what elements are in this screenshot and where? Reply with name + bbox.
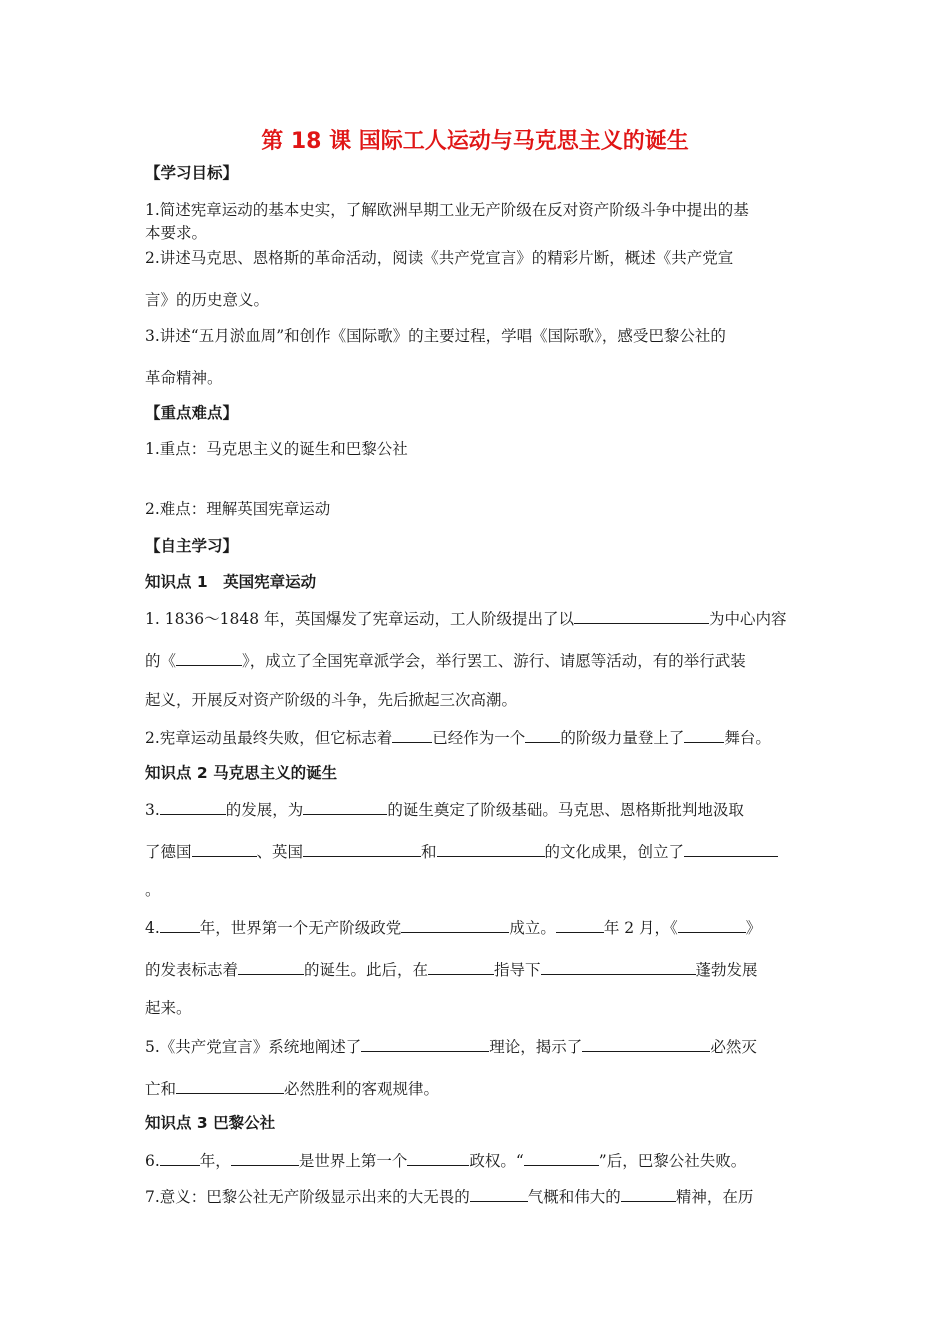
question-1-line-2 — [145, 649, 825, 671]
question-1-line-3: 起义，开展反对资产阶级的斗争，先后掀起三次高潮。 — [145, 691, 518, 709]
text: 理论，揭示了 — [489, 1038, 583, 1056]
text: 的诞生。此后，在 — [304, 961, 429, 979]
knowledge-point-3-heading: 知识点 3 巴黎公社 — [145, 1114, 276, 1132]
goal-1-line-1: 1.简述宪章运动的基本史实，了解欧洲早期工业无产阶级在反对资产阶级斗争中提出的基 — [145, 201, 749, 219]
blank-field[interactable] — [582, 1035, 710, 1052]
blank-field[interactable] — [192, 840, 257, 857]
text: 的文化成果，创立了 — [544, 843, 685, 861]
text: 年， — [199, 1152, 231, 1170]
text: 了德国 — [145, 843, 192, 861]
question-5-line-1 — [145, 1035, 825, 1057]
text: 的《 — [145, 652, 177, 670]
blank-field[interactable] — [437, 840, 545, 857]
goal-2-line-2: 言》的历史意义。 — [145, 291, 270, 309]
text: 1. 1836～1848 年，英国爆发了宪章运动，工人阶级提出了以 — [145, 610, 575, 628]
question-3-line-1 — [145, 798, 825, 820]
text: 》，成立了全国宪章派学会，举行罢工、游行、请愿等活动，有的举行武装 — [242, 652, 746, 670]
text: 年，世界第一个无产阶级政党 — [199, 919, 402, 937]
text: 》 — [745, 919, 762, 937]
question-1-line-1 — [145, 607, 825, 629]
knowledge-point-2-heading: 知识点 2 马克思主义的诞生 — [145, 764, 338, 782]
key-point-2: 2.难点：理解英国宪章运动 — [145, 500, 331, 518]
section-heading-key-points: 【重点难点】 — [145, 404, 239, 422]
goal-2-line-1: 2.讲述马克思、恩格斯的革命活动，阅读《共产党宣言》的精彩片断，概述《共产党宣 — [145, 249, 734, 267]
blank-field[interactable] — [684, 840, 778, 857]
blank-field[interactable] — [176, 649, 242, 666]
goal-1-line-2: 本要求。 — [145, 224, 208, 242]
text: 成立。 — [509, 919, 556, 937]
text: 蓬勃发展 — [695, 961, 758, 979]
text: 的发表标志着 — [145, 961, 239, 979]
text: 精神，在历 — [675, 1188, 754, 1206]
blank-field[interactable] — [428, 958, 494, 975]
blank-field[interactable] — [303, 840, 421, 857]
text: 指导下 — [494, 961, 541, 979]
blank-field[interactable] — [238, 958, 304, 975]
goal-3-line-2: 革命精神。 — [145, 369, 223, 387]
text: 、英国 — [256, 843, 304, 861]
blank-field[interactable] — [621, 1185, 676, 1202]
goal-3-line-1: 3.讲述“五月淤血周”和创作《国际歌》的主要过程，学唱《国际歌》，感受巴黎公社的 — [145, 327, 726, 345]
key-point-1: 1.重点：马克思主义的诞生和巴黎公社 — [145, 440, 408, 458]
blank-field[interactable] — [361, 1035, 489, 1052]
blank-field[interactable] — [231, 1149, 299, 1166]
question-4-line-2 — [145, 958, 825, 980]
text: 舞台。 — [724, 729, 771, 747]
blank-field[interactable] — [556, 916, 604, 933]
text: 的诞生奠定了阶级基础。马克思、恩格斯批判地汲取 — [387, 801, 744, 819]
section-heading-goals: 【学习目标】 — [145, 164, 239, 182]
text: 3. — [145, 801, 160, 819]
text: 已经作为一个 — [432, 729, 526, 747]
blank-field[interactable] — [303, 798, 387, 815]
question-5-line-2 — [145, 1077, 825, 1099]
question-7 — [145, 1185, 825, 1207]
text: 气概和伟大的 — [527, 1188, 621, 1206]
text: 政权。“ — [469, 1152, 524, 1170]
text: 年 2 月，《 — [603, 919, 678, 937]
blank-field[interactable] — [401, 916, 509, 933]
text: 必然灭 — [710, 1038, 757, 1056]
text: 和 — [421, 843, 437, 861]
blank-field[interactable] — [525, 726, 560, 743]
question-2 — [145, 726, 825, 748]
text: 是世界上第一个 — [298, 1152, 408, 1170]
blank-field[interactable] — [407, 1149, 469, 1166]
question-3-line-2 — [145, 840, 825, 862]
blank-field[interactable] — [176, 1077, 284, 1094]
text: 为中心内容 — [709, 610, 787, 628]
question-6 — [145, 1149, 825, 1171]
question-3-line-3: 。 — [145, 881, 161, 899]
blank-field[interactable] — [470, 1185, 528, 1202]
blank-field[interactable] — [160, 798, 226, 815]
text: 6. — [145, 1152, 160, 1170]
blank-field[interactable] — [541, 958, 696, 975]
blank-field[interactable] — [678, 916, 746, 933]
section-heading-self-study: 【自主学习】 — [145, 537, 239, 555]
page-title: 第 18 课 国际工人运动与马克思主义的诞生 — [261, 129, 689, 154]
blank-field[interactable] — [524, 1149, 599, 1166]
knowledge-point-1-heading: 知识点 1 英国宪章运动 — [145, 573, 317, 591]
text: 亡和 — [145, 1080, 177, 1098]
text: 4. — [145, 919, 160, 937]
text: ”后，巴黎公社失败。 — [598, 1152, 747, 1170]
question-4-line-3: 起来。 — [145, 999, 192, 1017]
blank-field[interactable] — [392, 726, 432, 743]
blank-field[interactable] — [160, 1149, 200, 1166]
text: 必然胜利的客观规律。 — [284, 1080, 440, 1098]
text: 的发展，为 — [225, 801, 304, 819]
question-4-line-1 — [145, 916, 825, 938]
text: 2.宪章运动虽最终失败，但它标志着 — [145, 729, 393, 747]
text: 的阶级力量登上了 — [560, 729, 685, 747]
text: 5.《共产党宣言》系统地阐述了 — [145, 1038, 362, 1056]
blank-field[interactable] — [160, 916, 200, 933]
text: 7.意义：巴黎公社无产阶级显示出来的大无畏的 — [145, 1188, 470, 1206]
blank-field[interactable] — [684, 726, 724, 743]
blank-field[interactable] — [574, 607, 709, 624]
